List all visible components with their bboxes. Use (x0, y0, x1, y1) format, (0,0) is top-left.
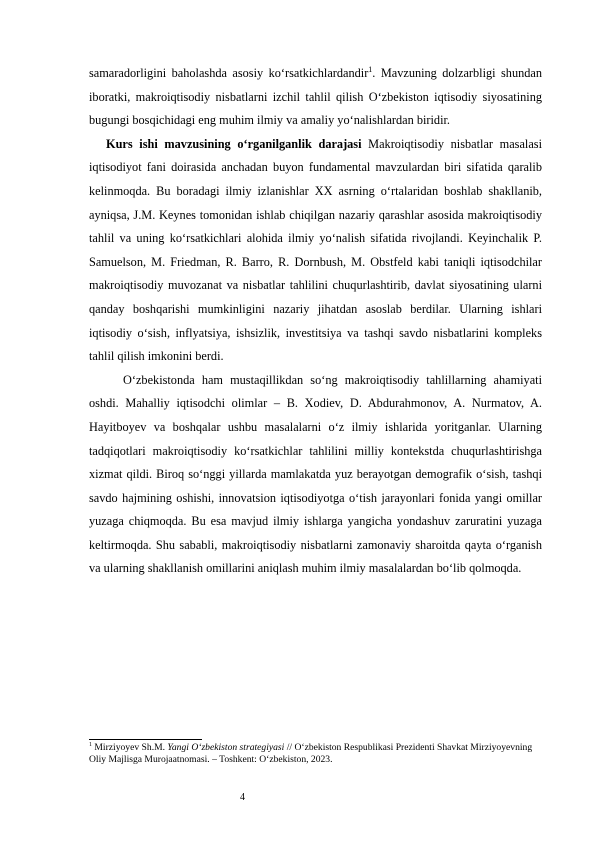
paragraph-2 (89, 133, 542, 369)
paragraph-3 (89, 369, 542, 581)
paragraph-1-text: samaradorligini baholashda asosiy ko‘rsatkichlardandir (89, 66, 369, 80)
footnote-author: Mirziyoyev Sh.M. (92, 742, 168, 753)
footnote-divider (89, 739, 202, 740)
footnote-reference[interactable]: 1 (368, 64, 373, 74)
page-body (89, 62, 542, 581)
paragraph-2-text: Makroiqtisodiy nisbatlar masalasi iqtisodiyot fani doirasida anchadan buyon fundamental mavzulardan biri sifatida qaralib kelinmoqda. Bu boradagi ilmiy izlanishlar XX asrning o‘rtalaridan boshlab shakllanib, ayniqsa, J.M. Keynes tomonidan ishlab chiqilgan nazariy qarashlar asosida makroiqtisodiy tahlil va uning ko‘rsatkichlari alohida ilmiy yo‘nalish sifatida rivojlandi. Keyinchalik P. Samuelson, M. Friedman, R. Barro, R. Dornbush, M. Obstfeld kabi taniqli iqtisodchilar makroiqtisodiy muvozanat va nisbatlar tahlilini chuqurlashtirib, davlat siyosatining ularni qanday boshqarishi mumkinligini nazariy jihatdan asoslab berdilar. Ularning ishlari iqtisodiy o‘sish, inflyatsiya, ishsizlik, investitsiya va tashqi savdo nisbatlarini kompleks tahlil qilish imkonini berdi. (89, 136, 542, 364)
page-number: 4 (240, 792, 245, 803)
footnote-mark: 1 (89, 741, 92, 748)
footnote-title: Yangi O‘zbekiston strategiyasi (167, 742, 285, 753)
paragraph-1 (89, 62, 542, 133)
paragraph-1-continuation: . Mavzuning dolzarbligi shundan iboratki, makroiqtisodiy nisbatlarni izchil tahlil qilish O‘zbekiston iqtisodiy siyosatining bugungi bosqichidagi eng muhim ilmiy va amaliy yo‘nalishlardan biridir. (89, 66, 542, 128)
footnote (89, 742, 549, 766)
paragraph-3-text: O‘zbekistonda ham mustaqillikdan so‘ng makroiqtisodiy tahlillarning ahamiyati oshdi. Mahalliy iqtisodchi olimlar – B. Xodiev, D. Abdurahmonov, A. Nurmatov, A. Hayitboyev va boshqalar ushbu masalalarni o‘z ilmiy ishlarida yoritganlar. Ularning tadqiqotlari makroiqtisodiy ko‘rsatkichlar tahlilini milliy kontekstda chuqurlashtirishga xizmat qildi. Biroq so‘nggi yillarda mamlakatda yuz berayotgan demografik o‘sish, tashqi savdo hajmining oshishi, innovatsion iqtisodiyotga o‘tish jarayonlari fonida yangi omillar yuzaga chiqmoqda. Bu esa mavjud ilmiy ishlarga yangicha yondashuv zaruratini yuzaga keltirmoqda. Shu sababli, makroiqtisodiy nisbatlarni zamonaviy sharoitda qayta o‘rganish va ularning shakllanish omillarini aniqlash muhim ilmiy masalalardan bo‘lib qolmoqda. (89, 372, 542, 576)
section-heading: Kurs ishi mavzusining o‘rganilganlik darajasi (106, 136, 362, 151)
footnote-source: // O‘zbekiston Respublikasi Prezidenti Shavkat Mirziyoyevning Oliy Majlisga Murojaatnomasi. – Toshkent: O‘zbekiston, 2023. (89, 742, 533, 765)
